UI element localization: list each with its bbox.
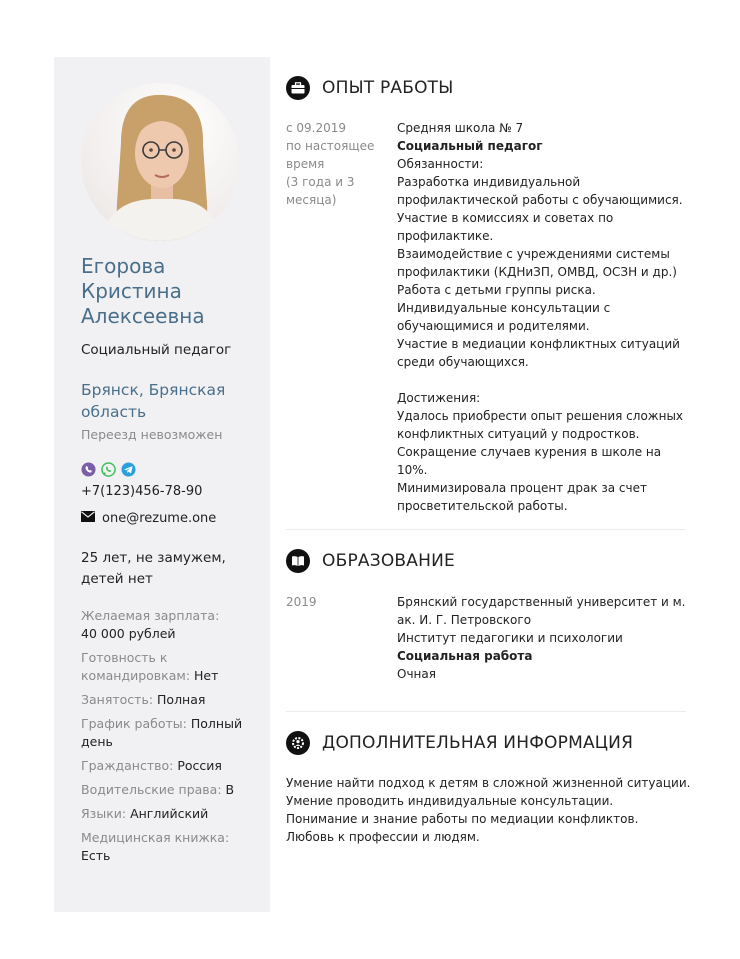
messenger-icons (81, 462, 136, 477)
detail-label: Водительские права: (81, 782, 222, 797)
duty-line: Индивидуальные консультации с (397, 301, 611, 315)
additional-heading (286, 731, 633, 755)
duty-line: профилактической работы с обучающимися. (397, 193, 683, 207)
duty-line: профилактики (КДНиЗП, ОМВД, ОСЗН и др.) (397, 265, 677, 279)
duty-line: Участие в комиссиях и советах по (397, 211, 614, 225)
experience-dates (286, 119, 386, 209)
detail-business-trips (81, 649, 263, 685)
detail-value: B (225, 782, 235, 797)
detail-value: 40 000 рублей (81, 626, 176, 641)
date-line: с 09.2019 (286, 121, 347, 135)
whatsapp-icon[interactable] (101, 462, 116, 477)
experience-heading (286, 76, 453, 100)
detail-label: Готовность к командировкам: (81, 650, 191, 683)
additional-body (286, 774, 696, 846)
detail-citizenship (81, 757, 263, 775)
experience-body (397, 119, 689, 515)
employer: Средняя школа № 7 (397, 121, 524, 135)
additional-line: Умение проводить индивидуальные консультации. (286, 794, 614, 808)
sidebar (54, 57, 270, 912)
achievement-line: конфликтных ситуаций у подростков. (397, 427, 640, 441)
detail-medical-book (81, 829, 263, 865)
study-form: Очная (397, 667, 436, 681)
detail-schedule (81, 715, 263, 751)
desired-position: Социальный педагог (81, 342, 232, 358)
detail-label: Медицинская книжка: (81, 830, 230, 845)
viber-icon[interactable] (81, 462, 96, 477)
envelope-icon (81, 511, 95, 526)
detail-value: Английский (130, 806, 209, 821)
person-gear-icon (286, 731, 310, 755)
experience-title: ОПЫТ РАБОТЫ (322, 78, 454, 98)
duties-label: Обязанности: (397, 157, 484, 171)
personal-info: 25 лет, не замужем, детей нет (81, 550, 226, 587)
detail-label: Языки: (81, 806, 127, 821)
additional-line: Понимание и знание работы по медиации конфликтов. (286, 812, 639, 826)
specialty: Социальная работа (397, 649, 533, 663)
duty-line: среди обучающихся. (397, 355, 529, 369)
detail-label: График работы: (81, 716, 187, 731)
date-line: (3 года и 3 (286, 175, 355, 189)
book-icon (286, 549, 310, 573)
briefcase-icon (286, 76, 310, 100)
achievement-line: Удалось приобрести опыт решения сложных (397, 409, 684, 423)
duty-line: обучающимися и родителями. (397, 319, 590, 333)
full-name (81, 254, 261, 329)
detail-label: Желаемая зарплата: (81, 608, 220, 623)
detail-label: Занятость: (81, 692, 154, 707)
achievement-line: Сокращение случаев курения в школе на 10%. (397, 445, 662, 477)
education-title: ОБРАЗОВАНИЕ (322, 551, 455, 571)
achievement-line: просветительской работы. (397, 499, 568, 513)
achievement-line: Минимизировала процент драк за счет (397, 481, 647, 495)
middle-name: Алексеевна (81, 304, 205, 328)
additional-title: ДОПОЛНИТЕЛЬНАЯ ИНФОРМАЦИЯ (322, 733, 634, 753)
date-line: время (286, 157, 325, 171)
detail-value: Полная (157, 692, 206, 707)
email-address[interactable]: one@rezume.one (102, 511, 217, 526)
phone-number[interactable]: +7(123)456-78-90 (81, 484, 203, 499)
detail-languages (81, 805, 263, 823)
email-row[interactable] (81, 511, 216, 526)
last-name: Егорова (81, 254, 166, 278)
detail-driving-license (81, 781, 263, 799)
detail-value: Нет (194, 668, 219, 683)
duty-line: Разработка индивидуальной (397, 175, 581, 189)
university-line: Брянский государственный университет и м. (397, 595, 686, 609)
relocation-status: Переезд невозможен (81, 427, 223, 442)
date-line: месяца) (286, 193, 337, 207)
duty-line: Взаимодействие с учреждениями системы (397, 247, 670, 261)
education-year: 2019 (286, 595, 317, 609)
detail-value: Россия (177, 758, 222, 773)
detail-label: Гражданство: (81, 758, 174, 773)
detail-value: Есть (81, 848, 111, 863)
university-line: ак. И. Г. Петровского (397, 613, 532, 627)
education-heading (286, 549, 455, 573)
duty-line: профилактике. (397, 229, 494, 243)
detail-employment (81, 691, 263, 709)
detail-value: Полный день (81, 716, 243, 749)
details-list (81, 607, 263, 871)
first-name: Кристина (81, 279, 182, 303)
date-line: по настоящее (286, 139, 375, 153)
additional-line: Любовь к профессии и людям. (286, 830, 480, 844)
education-body (397, 593, 689, 683)
section-divider (286, 711, 686, 712)
detail-salary (81, 607, 263, 643)
telegram-icon[interactable] (121, 462, 136, 477)
institute: Институт педагогики и психологии (397, 631, 623, 645)
section-divider (286, 529, 686, 530)
duty-line: Участие в медиации конфликтных ситуаций (397, 337, 680, 351)
achievements-label: Достижения: (397, 391, 481, 405)
additional-line: Умение найти подход к детям в сложной жизненной ситуации. (286, 776, 691, 790)
job-role: Социальный педагог (397, 139, 543, 153)
profile-photo (81, 83, 239, 241)
duty-line: Работа с детьми группы риска. (397, 283, 596, 297)
city: Брянск, Брянская область (81, 381, 226, 421)
